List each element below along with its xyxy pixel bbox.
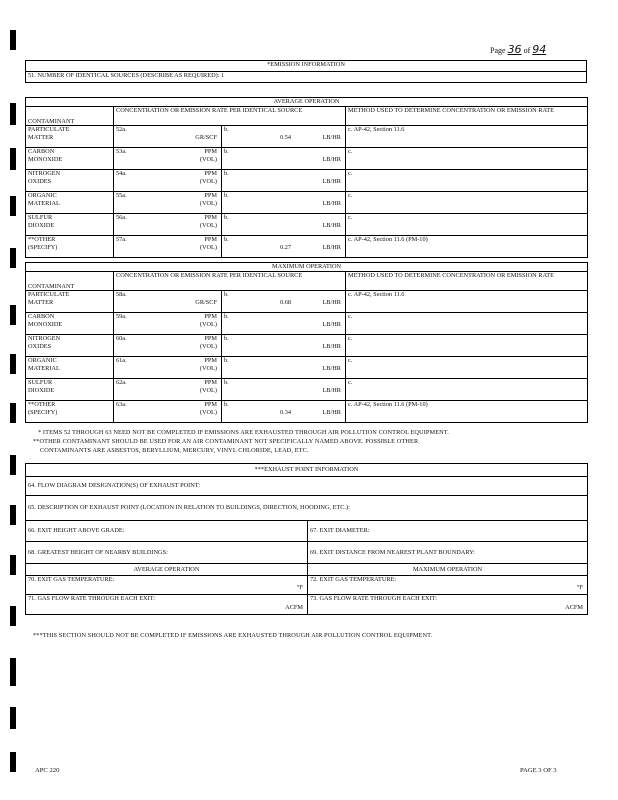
row-unit-1: PPM [204,379,217,386]
row-unit-2: (VOL) [199,156,217,163]
binding-mark [10,752,16,772]
row-method: c. [346,192,588,214]
row-contaminant: CARBON [28,148,55,155]
row-unit-1: PPM [204,214,217,221]
emission-header-table [25,60,587,83]
note-exhaust-section: ***THIS SECTION SHOULD NOT BE COMPLETED IF EMISSIONS ARE EXHAUSTED THROUGH AIR POLLUTION CONTROL EQUIPMENT. [33,632,433,639]
row-method: c. AP-42, Section 11.6 (PM-10) [346,401,588,423]
row-item-a: 56a. [116,214,127,221]
note-items-52-63: * ITEMS 52 THROUGH 63 NEED NOT BE COMPLETED IF EMISSIONS ARE EXHAUSTED THROUGH AIR POLLUTION CONTROL EQUIPMENT. [38,429,449,436]
row-item-a: 59a. [116,313,127,320]
maximum-operation-table [25,262,588,423]
row-item-a: 60a. [116,335,127,342]
row-contaminant-2: (SPECIFY) [28,243,58,251]
row-contaminant-2: OXIDES [28,177,52,185]
binding-mark [10,658,16,686]
row-unit-1: PPM [204,335,217,342]
binding-mark [10,455,16,475]
page-of-label: of [523,46,531,55]
col-method-header: METHOD USED TO DETERMINE CONCENTRATION OR EMISSION RATE [346,272,588,291]
row-unit-2: GR/SCF [195,134,217,141]
maximum-operation-title: MAXIMUM OPERATION [26,263,588,272]
row-unit-2: (VOL) [199,409,217,416]
field-71-gas-flow-rate: 71. GAS FLOW RATE THROUGH EACH EXIT: [28,595,155,602]
row-rate-unit: LB/HR [322,178,341,185]
row-unit-1: PPM [204,236,217,243]
col-concentration-header: CONCENTRATION OR EMISSION RATE PER IDENTICAL SOURCE [114,272,346,291]
field-67-exit-diameter: 67. EXIT DIAMETER: [308,521,588,542]
row-contaminant-2: MATERIAL [28,199,60,207]
row-contaminant-2: DIOXIDE [28,386,55,394]
row-contaminant: NITROGEN [28,335,61,342]
binding-mark [10,103,16,125]
row-item-a: 52a. [116,126,127,133]
field-69-boundary-distance: 69. EXIT DISTANCE FROM NEAREST PLANT BOUNDARY: [308,542,588,564]
row-item-b: b. [224,236,229,243]
row-contaminant-2: MATTER [28,298,54,306]
row-contaminant-2: MATERIAL [28,364,60,372]
row-rate-unit: LB/HR [322,365,341,372]
row-contaminant: PARTICULATE [28,126,70,133]
binding-mark [10,30,16,50]
row-item-b: b. [224,148,229,155]
field-70-unit: °F [296,584,303,591]
row-unit-1: PPM [204,401,217,408]
row-method: c. [346,148,588,170]
col-contaminant-header: CONTAMINANT [26,272,114,291]
row-value: 0.54 [280,134,292,141]
field-51-identical-sources: 51. NUMBER OF IDENTICAL SOURCES (DESCRIBE AS REQUIRED): 1 [26,72,587,83]
page-number [490,44,546,55]
row-unit-2: (VOL) [199,321,217,328]
row-contaminant-2: DIOXIDE [28,221,55,229]
row-rate-unit: LB/HR [322,222,341,229]
row-contaminant: SULFUR [28,214,53,221]
row-item-a: 62a. [116,379,127,386]
row-unit-2: (VOL) [199,387,217,394]
row-unit-2: (VOL) [199,343,217,350]
field-73-unit: ACFM [565,604,584,611]
average-operation-title: AVERAGE OPERATION [26,98,588,107]
row-item-b: b. [224,379,229,386]
row-value: 0.68 [280,299,292,306]
row-unit-1: PPM [204,148,217,155]
emission-header: *EMISSION INFORMATION [26,61,587,72]
page-of-total: PAGE 3 OF 3 [520,767,557,774]
row-rate-unit: LB/HR [322,244,341,251]
form-id: APC 220 [35,767,60,774]
row-contaminant: CARBON [28,313,55,320]
field-70-exit-gas-temp: 70. EXIT GAS TEMPERATURE: [28,576,115,583]
row-rate-unit: LB/HR [322,321,341,328]
row-item-b: b. [224,313,229,320]
note-other-contaminant-2: CONTAMINANTS ARE ASBESTOS, BERYLLIUM, MERCURY, VINYL CHLORIDE, LEAD, ETC. [40,447,309,454]
row-rate-unit: LB/HR [322,156,341,163]
row-item-a: 53a. [116,148,127,155]
row-item-a: 63a. [116,401,127,408]
col-contaminant-header: CONTAMINANT [26,107,114,126]
exhaust-point-table [25,463,588,615]
page-label: Page [490,46,506,55]
binding-mark [10,196,16,216]
row-unit-1: PPM [204,192,217,199]
row-unit-2: (VOL) [199,200,217,207]
field-64-flow-diagram: 64. FLOW DIAGRAM DESIGNATION(S) OF EXHAUST POINT: [26,477,588,496]
row-method: c. [346,379,588,401]
field-68-nearby-building-height: 68. GREATEST HEIGHT OF NEARBY BUILDINGS: [26,542,308,564]
row-rate-unit: LB/HR [322,200,341,207]
row-rate-unit: LB/HR [322,134,341,141]
row-unit-2: (VOL) [199,244,217,251]
binding-mark [10,555,16,575]
row-item-b: b. [224,401,229,408]
row-item-b: b. [224,291,229,298]
field-73-gas-flow-rate: 73. GAS FLOW RATE THROUGH EACH EXIT: [310,595,437,602]
binding-mark [10,354,16,374]
row-unit-2: (VOL) [199,178,217,185]
row-item-a: 54a. [116,170,127,177]
row-item-a: 61a. [116,357,127,364]
col-method-header: METHOD USED TO DETERMINE CONCENTRATION OR EMISSION RATE [346,107,588,126]
row-method: c. [346,335,588,357]
row-contaminant-2: (SPECIFY) [28,408,58,416]
row-contaminant: **OTHER [28,236,56,243]
row-unit-2: GR/SCF [195,299,217,306]
row-contaminant: PARTICULATE [28,291,70,298]
row-rate-unit: LB/HR [322,387,341,394]
binding-mark [10,403,16,423]
field-72-exit-gas-temp: 72. EXIT GAS TEMPERATURE: [310,576,397,583]
row-contaminant: SULFUR [28,379,53,386]
row-method: c. AP-42, Section 11.6 (PM-10) [346,236,588,258]
row-rate-unit: LB/HR [322,299,341,306]
exhaust-maximum-title: MAXIMUM OPERATION [308,564,588,576]
row-item-b: b. [224,192,229,199]
row-contaminant: **OTHER [28,401,56,408]
row-method: c. AP-42, Section 11.6 [346,291,588,313]
row-item-b: b. [224,335,229,342]
page-current: 36 [507,43,522,56]
field-65-exhaust-description: 65. DESCRIPTION OF EXHAUST POINT (LOCATION IN RELATION TO BUILDINGS, DIRECTION, HOODING, ETC.): [26,496,588,521]
row-unit-1: PPM [204,357,217,364]
row-item-a: 57a. [116,236,127,243]
row-method: c. [346,170,588,192]
row-contaminant: NITROGEN [28,170,61,177]
row-item-a: 55a. [116,192,127,199]
row-contaminant-2: MATTER [28,133,54,141]
binding-mark [10,248,16,268]
row-rate-unit: LB/HR [322,409,341,416]
exhaust-average-title: AVERAGE OPERATION [26,564,308,576]
row-method: c. [346,214,588,236]
binding-mark [10,707,16,729]
row-item-b: b. [224,357,229,364]
row-item-a: 58a. [116,291,127,298]
exhaust-header: ***EXHAUST POINT INFORMATION [26,464,588,477]
note-other-contaminant: **OTHER CONTAMINANT SHOULD BE USED FOR AN AIR CONTAMINANT NOT SPECIFICALLY NAMED ABOVE. POSSIBLE OTHER [33,438,419,445]
row-contaminant-2: MONOXIDE [28,155,63,163]
field-66-exit-height: 66. EXIT HEIGHT ABOVE GRADE: [26,521,308,542]
binding-mark [10,305,16,325]
row-rate-unit: LB/HR [322,343,341,350]
row-contaminant: ORGANIC [28,357,57,364]
field-71-unit: ACFM [285,604,303,611]
row-item-b: b. [224,170,229,177]
binding-mark [10,148,16,170]
col-concentration-header: CONCENTRATION OR EMISSION RATE PER IDENTICAL SOURCE [114,107,346,126]
row-method: c. [346,313,588,335]
row-method: c. [346,357,588,379]
row-unit-2: (VOL) [199,365,217,372]
row-item-b: b. [224,214,229,221]
page-total: 94 [532,43,547,56]
field-72-unit: °F [576,584,584,591]
row-contaminant-2: OXIDES [28,342,52,350]
row-unit-2: (VOL) [199,222,217,229]
binding-mark [10,606,16,626]
binding-mark [10,505,16,525]
row-unit-1: PPM [204,170,217,177]
row-value: 0.27 [280,244,292,251]
row-value: 0.34 [280,409,292,416]
row-unit-1: PPM [204,313,217,320]
row-method: c. AP-42, Section 11.6 [346,126,588,148]
row-contaminant-2: MONOXIDE [28,320,63,328]
row-item-b: b. [224,126,229,133]
row-contaminant: ORGANIC [28,192,57,199]
average-operation-table [25,97,588,258]
